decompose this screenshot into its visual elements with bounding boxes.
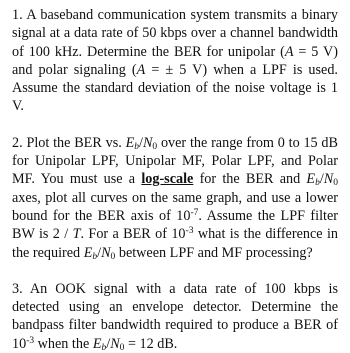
paragraph-gap (12, 116, 338, 134)
problem-3: 3. An OOK signal with a data rate of 100 kbps is detected using an envelope detector. Determine the bandpass filter bandwidth required to produce a BER of $10^{-3}$ when the $E_b/N_0 = 12$ dB. (12, 280, 339, 353)
problem-number: 1. (12, 7, 23, 23)
paragraph-gap (12, 262, 338, 280)
log-scale-emphasis: log-scale (141, 171, 194, 188)
problem-2: 2. Plot the BER vs. $E_b/N_0$ over the range from 0 to 15 dB for Unipolar LPF, Unipolar MF, Polar LPF, and Polar MF. You must use a log-scale for the BER and $E_b/N_0$ axes, plot all curves on the same graph, and use a lower bound for the BER axis of $10^{-7}$. Assume the LPF filter BW is 2 / T. For a BER of $10^{-3}$ what is the difference in the required $E_b/N_0$ between LPF and MF processing? (12, 134, 339, 262)
problem-number: 2. (12, 134, 23, 151)
problem-1: 1. A baseband communication system transmits a binary signal at a data rate of 50 kbps over a channel bandwidth of 100 kHz. Determine the BER for unipolar (A = 5 V) and polar signaling (A = ± 5 V) when a LPF is used. Assume the standard deviation of the noise voltage is 1 V. (12, 7, 339, 115)
problem-number: 3. (12, 280, 23, 297)
homework-problems (12, 6, 338, 353)
